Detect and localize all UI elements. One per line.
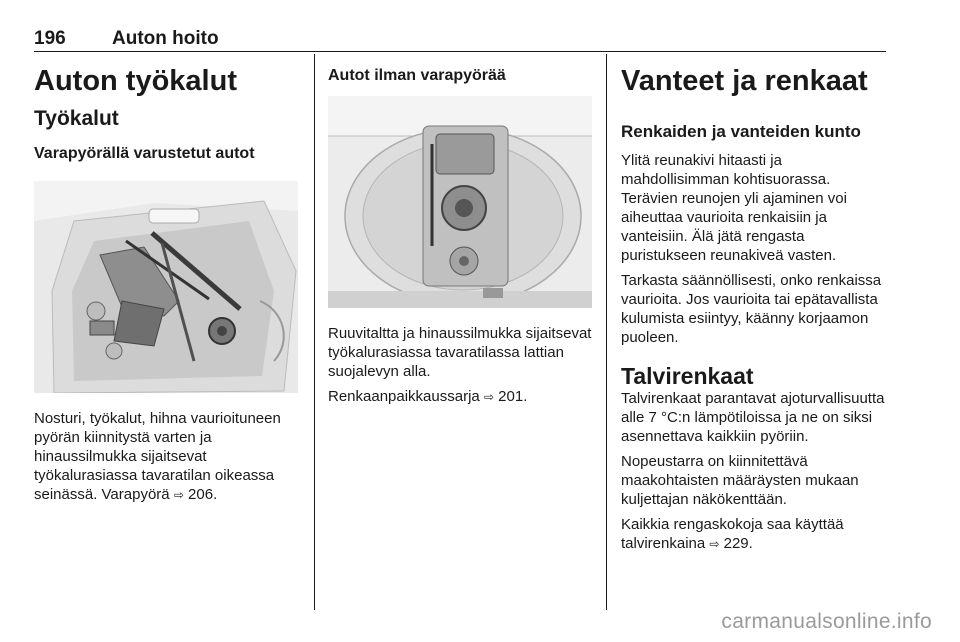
caption-text: Nosturi, työkalut, hihna vaurioituneen pyörän kiinnitystä varten ja hinaussilmukka sijaitsevat työkalurasiassa tavaratilan oikeassa seinässä. Varapyörä [34, 410, 281, 503]
cross-reference-text: Renkaanpaikkaussarja [328, 388, 484, 405]
page-ref-icon: ⇨ [173, 488, 184, 502]
section-title: Auton työkalut [34, 65, 237, 97]
cross-reference [328, 387, 594, 407]
subsection-title: Työkalut [34, 107, 119, 130]
watermark: carmanualsonline.info [721, 610, 932, 633]
column-2 [328, 56, 594, 413]
subsubsection-title: Autot ilman varapyörää [328, 67, 506, 84]
subsection-title: Renkaiden ja vanteiden kunto [621, 122, 861, 141]
caption: Ruuvitaltta ja hinaussilmukka sijaitsevat työkalurasiassa tavaratilassa lattian suojalevyn alla. [328, 325, 592, 380]
column-1 [34, 56, 300, 511]
column-divider [314, 54, 315, 610]
paragraph: Ylitä reunakivi hitaasti ja mahdollisimman kohtisuorassa. Terävien reunojen yli ajaminen voi aiheuttaa vaurioita renkaisiin ja vanteisiin. Älä jätä rengasta puristukseen reunakiveä vasten. [621, 152, 847, 264]
section-title: Vanteet ja renkaat [621, 65, 868, 97]
page-ref-icon: ⇨ [709, 537, 720, 551]
column-divider [606, 54, 607, 610]
page-ref-link[interactable]: 206. [188, 486, 218, 503]
caption [34, 409, 300, 505]
tool-box-photo [34, 181, 298, 393]
page-ref-link[interactable]: 201. [498, 388, 528, 405]
paragraph [621, 515, 889, 554]
subsection-title: Talvirenkaat [621, 363, 754, 389]
floor-toolbox-photo [328, 96, 592, 308]
paragraph: Talvirenkaat parantavat ajoturvallisuutta alle 7 °C:n lämpötiloissa ja ne on siksi asennettava kaikkiin pyöriin. [621, 390, 885, 445]
page-number: 196 [34, 28, 66, 49]
header-rule [34, 51, 886, 52]
paragraph-text: Kaikkia rengaskokoja saa käyttää talvirenkaina [621, 516, 844, 552]
page-ref-icon: ⇨ [483, 390, 494, 404]
running-title: Auton hoito [112, 28, 219, 49]
page-ref-link[interactable]: 229. [723, 535, 753, 552]
paragraph: Tarkasta säännöllisesti, onko renkaissa vaurioita. Jos vaurioita tai epätavallista kulumista esiintyy, käänny korjaamon puoleen. [621, 272, 882, 346]
subsubsection-title: Varapyörällä varustetut autot [34, 145, 255, 162]
paragraph: Nopeustarra on kiinnitettävä maakohtaisten määräysten mukaan kuljettajan näkökenttään. [621, 453, 859, 508]
column-3 [621, 56, 889, 560]
page-header [34, 28, 886, 50]
